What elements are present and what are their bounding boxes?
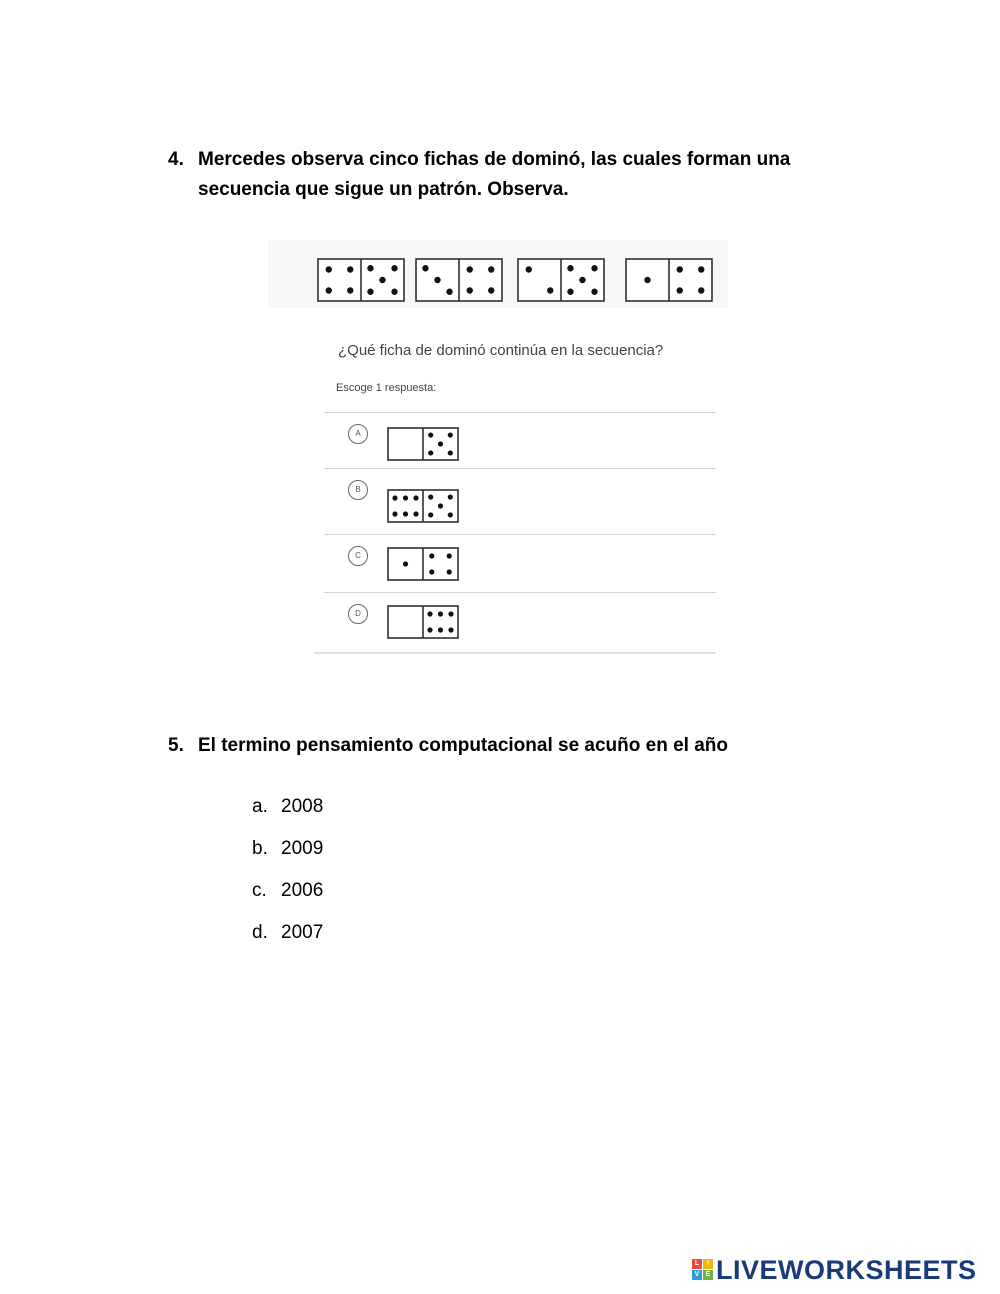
domino-pip [438,441,443,446]
option-letter: A [348,424,368,444]
quiz-question: ¿Qué ficha de dominó continúa en la secuencia? [338,342,664,359]
question-number: 5. [168,735,184,756]
logo-mark-cell: E [703,1270,713,1280]
domino-pip [448,512,453,517]
domino-pip [448,611,453,616]
answer-option-a[interactable] [252,794,323,836]
answer-option-d[interactable] [252,920,323,962]
answer-value: 2007 [281,922,324,943]
domino-pip [447,553,452,558]
domino-pip [446,289,452,295]
answer-option-b[interactable] [252,836,323,878]
domino-pip [428,432,433,437]
question-4-line-1: Mercedes observa cinco fichas de dominó, las cuales forman una [198,149,791,170]
domino-pip [448,627,453,632]
domino-pip [392,495,397,500]
option-letter: B [348,480,368,500]
quiz-image [314,332,716,656]
question-number: 4. [168,149,184,170]
domino-option-c [386,544,462,584]
domino-pip [591,265,597,271]
question-4 [168,145,848,205]
domino-pip [467,287,473,293]
domino-pip [567,265,573,271]
answer-list [252,794,323,962]
domino-pip [677,287,683,293]
divider [324,468,716,469]
question-5-text: El termino pensamiento computacional se acuño en el año [198,735,729,756]
option-letter: C [348,546,368,566]
domino-pip [367,265,373,271]
domino-pip [677,266,683,272]
domino-pip [392,511,397,516]
domino-pip [326,266,332,272]
quiz-instruction: Escoge 1 respuesta: [336,382,437,394]
domino-option-b [386,486,462,526]
domino-pip [422,265,428,271]
domino-pip [526,266,532,272]
domino-pip [434,277,440,283]
domino-pip [438,627,443,632]
domino-pip [547,287,553,293]
domino-pip [448,450,453,455]
domino-pip [367,289,373,295]
domino-pip [448,432,453,437]
question-5 [168,731,868,761]
domino-pip [413,511,418,516]
question-4-line-2: secuencia que sigue un patrón. Observa. [198,179,569,200]
answer-label: b. [252,838,268,859]
domino-pip [403,495,408,500]
domino-sequence-image [268,240,728,308]
domino-pip [403,561,408,566]
logo-mark-icon [692,1259,714,1281]
domino-pip [427,611,432,616]
domino-pip [428,512,433,517]
domino-pip [347,287,353,293]
domino-pip [391,265,397,271]
answer-value: 2008 [281,796,324,817]
domino-pip [579,277,585,283]
answer-label: d. [252,922,268,943]
domino-pip [403,511,408,516]
domino-pip [429,569,434,574]
logo-wordmark: LIVEWORKSHEETS [716,1255,977,1285]
domino-pip [438,503,443,508]
divider [324,412,716,413]
answer-option-c[interactable] [252,878,323,920]
domino-pip [429,553,434,558]
logo-mark-cell: L [692,1259,702,1269]
domino-pip [413,495,418,500]
domino-pip [326,287,332,293]
domino-option-a [386,424,462,464]
domino-pip [379,277,385,283]
divider [314,652,716,654]
domino-pip [391,289,397,295]
domino-pip [591,289,597,295]
domino-pip [427,627,432,632]
divider [324,534,716,535]
answer-value: 2006 [281,880,324,901]
domino-pip [488,266,494,272]
domino-pip [438,611,443,616]
domino-pip [448,494,453,499]
option-letter: D [348,604,368,624]
answer-value: 2009 [281,838,324,859]
logo-mark-cell: V [692,1270,702,1280]
domino-pip [428,450,433,455]
domino-option-d [386,602,462,642]
answer-label: c. [252,880,267,901]
domino-pip [447,569,452,574]
domino-pip [567,289,573,295]
domino-pip [698,266,704,272]
domino-sequence [268,240,728,308]
domino-pip [698,287,704,293]
divider [324,592,716,593]
domino-pip [488,287,494,293]
answer-label: a. [252,796,268,817]
logo-mark-cell: I [703,1259,713,1269]
domino-pip [428,494,433,499]
domino-pip [644,277,650,283]
domino-pip [467,266,473,272]
domino-pip [347,266,353,272]
